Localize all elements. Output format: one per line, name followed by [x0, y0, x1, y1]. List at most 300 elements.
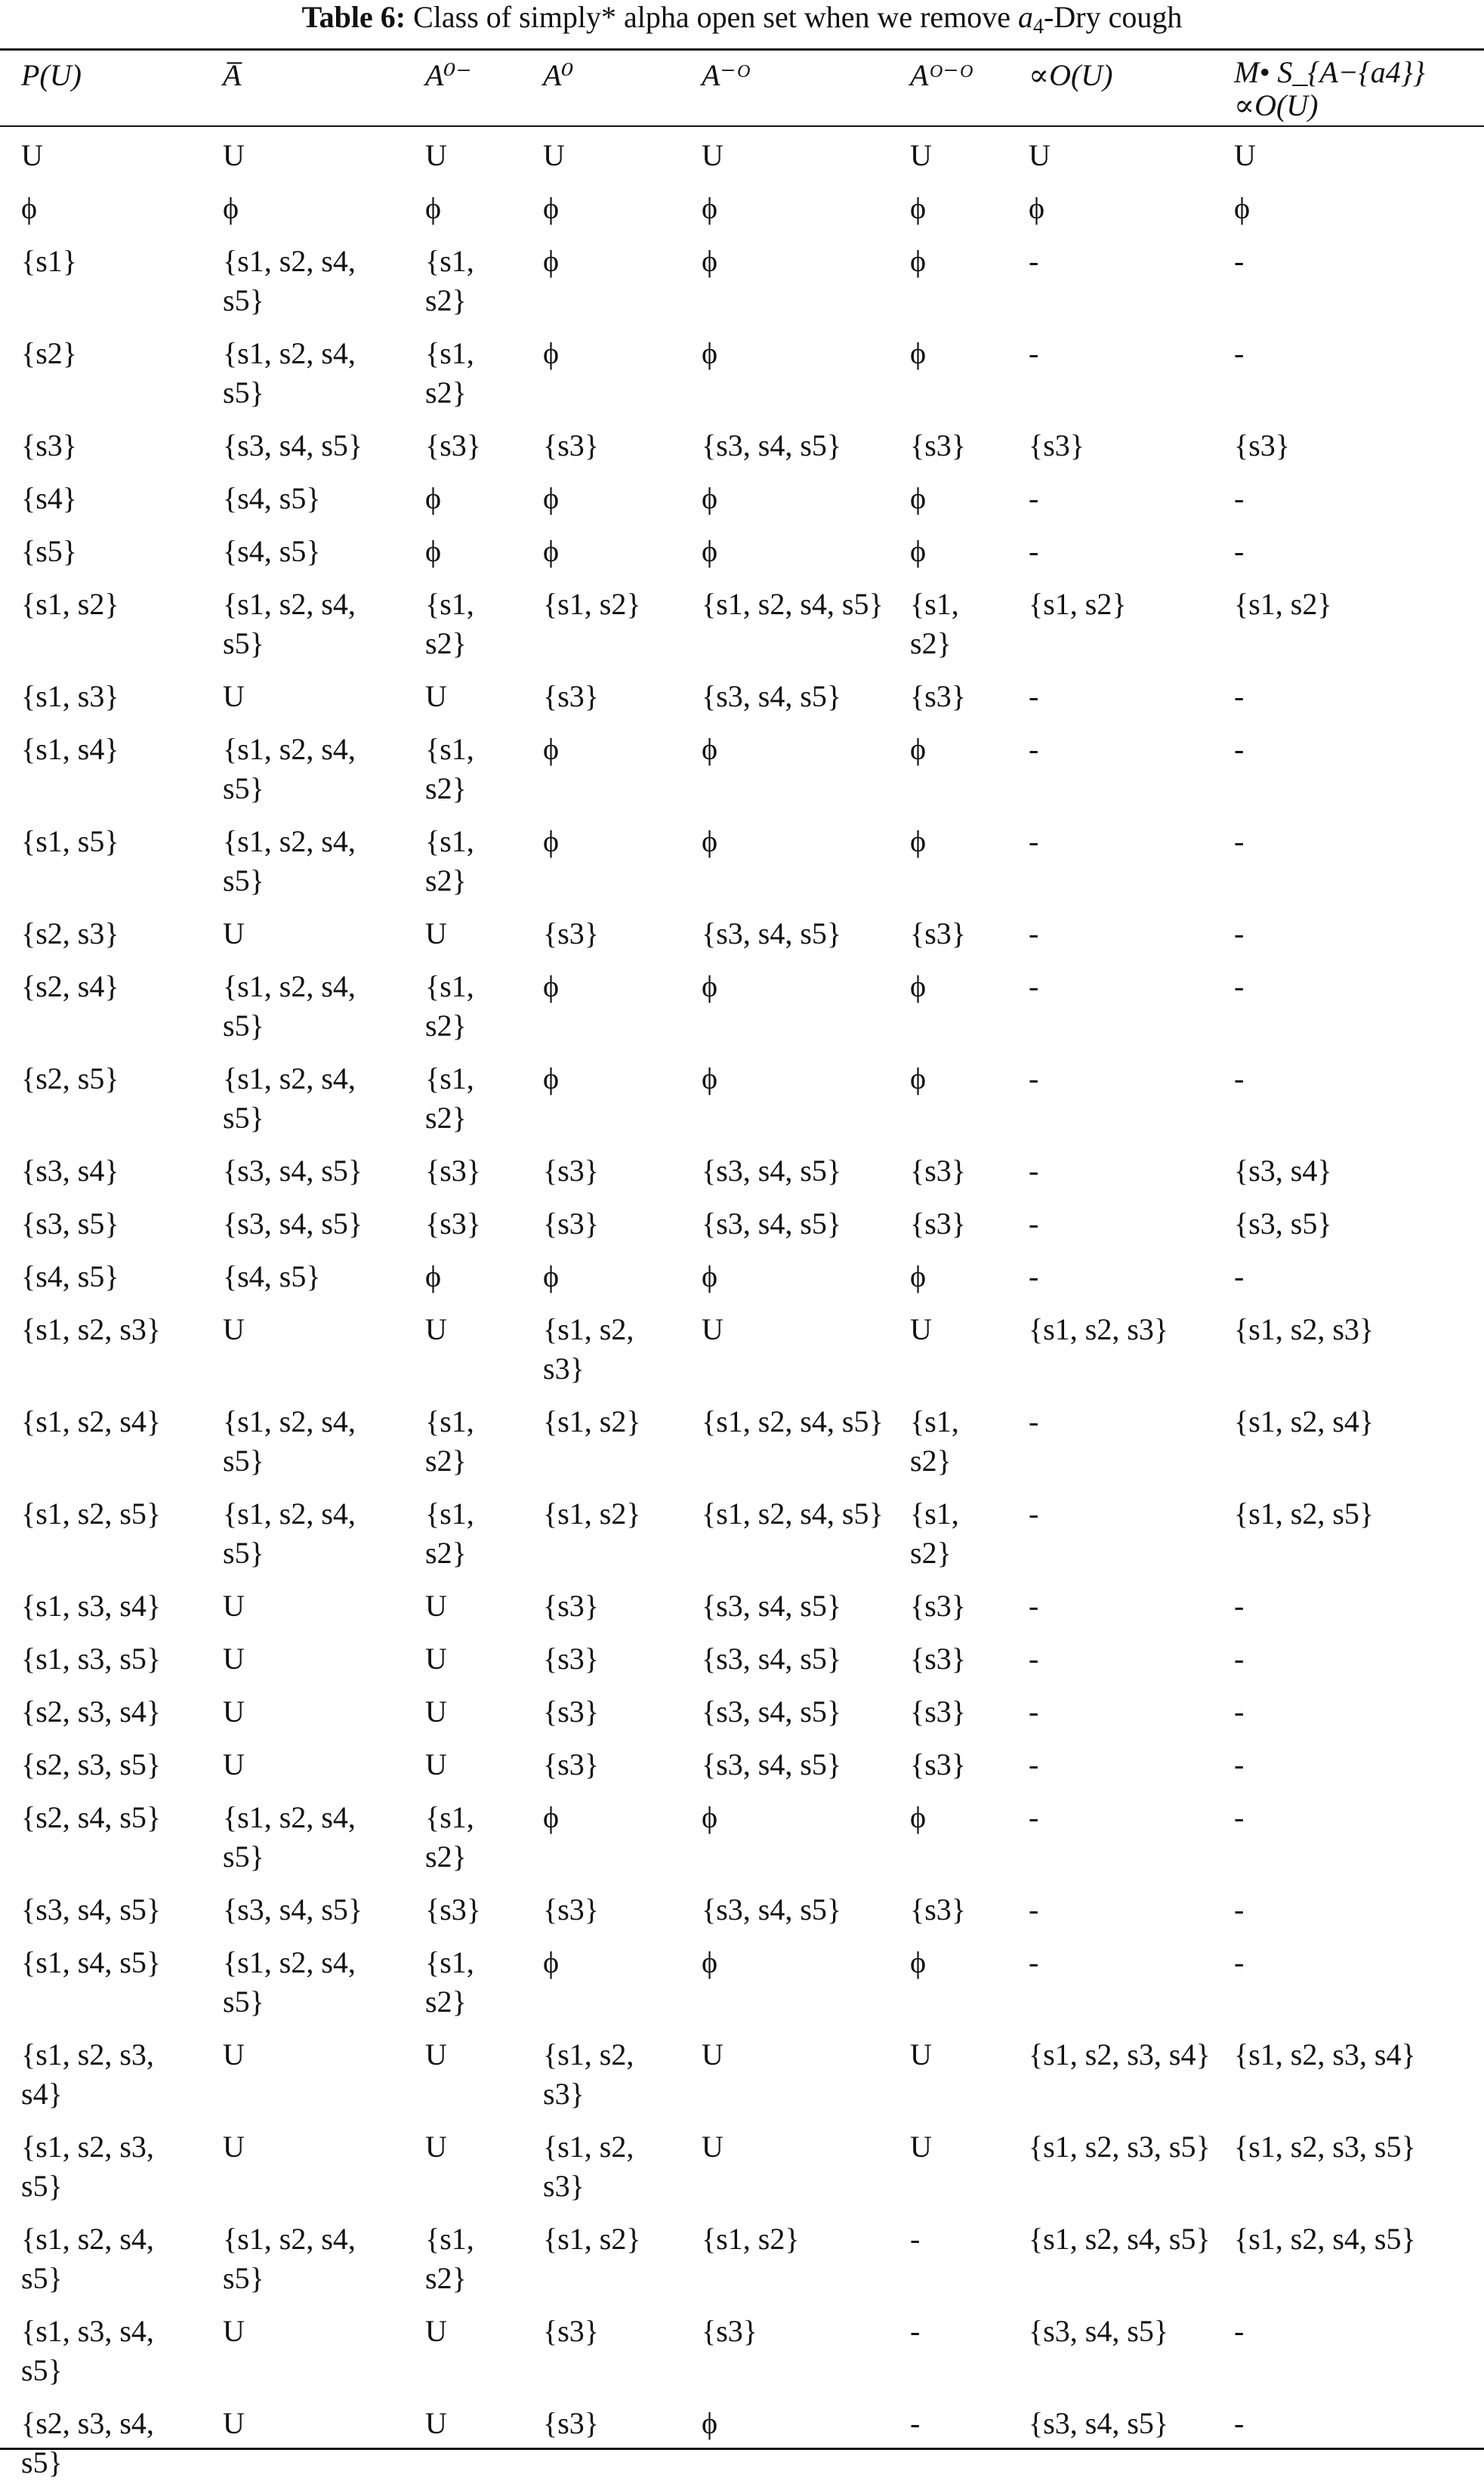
table-cell: -	[1234, 824, 1245, 858]
table-cell: {s1, s2}	[543, 1404, 641, 1438]
table-cell: U	[910, 1312, 932, 1346]
table-cell: U	[702, 2037, 723, 2071]
table-cell: {s4, s5}	[223, 534, 321, 568]
table-label: Table 6:	[301, 0, 406, 34]
table-cell: {s1, s2}	[425, 1800, 474, 1874]
table-cell: U	[223, 1694, 245, 1728]
table-cell: ϕ	[702, 1259, 718, 1293]
table-cell: {s1, s2, s3, s4}	[1234, 2037, 1416, 2071]
table-cell: {s1, s2, s4, s5}	[702, 587, 884, 621]
table-cell: -	[1234, 969, 1245, 1003]
header-cell: P(U)	[21, 58, 82, 92]
table-cell: {s3}	[543, 1206, 599, 1240]
table-cell: {s1, s2}	[425, 732, 474, 805]
table-cell: -	[1029, 1747, 1039, 1781]
table-cell: {s1, s2}	[425, 244, 474, 317]
table-cell: {s1, s2, s3, s4}	[21, 2037, 154, 2111]
table-cell: {s3}	[1029, 428, 1084, 462]
table-cell: {s1, s2}	[21, 587, 119, 621]
table-cell: {s1, s2, s4, s5}	[223, 969, 356, 1043]
header-cell: A⁰	[543, 58, 574, 92]
table-cell: {s1, s2, s4, s5}	[702, 1497, 884, 1531]
table-row	[0, 1580, 1484, 1633]
table-cell: {s3, s4}	[1234, 1154, 1332, 1188]
table-cell: ϕ	[702, 2406, 718, 2440]
table-cell: {s1, s4}	[21, 732, 119, 766]
table-cell: {s3}	[702, 2314, 757, 2348]
table-cell: ϕ	[702, 969, 718, 1003]
table-cell: -	[1234, 2406, 1245, 2440]
table-cell: U	[223, 2037, 245, 2071]
header-cell: A̅	[223, 58, 242, 92]
table-cell: {s1, s2, s3}	[1029, 1312, 1169, 1346]
table-cell: -	[1029, 1259, 1039, 1293]
table-cell: {s2}	[21, 336, 77, 370]
table-cell: -	[1029, 1642, 1039, 1676]
table-cell: ϕ	[910, 481, 927, 515]
table-cell: {s2, s3, s4, s5}	[21, 2406, 154, 2479]
table-cell: -	[1234, 2314, 1245, 2348]
table-cell: {s3, s4, s5}	[702, 679, 842, 713]
header-cell: Aᴼ⁻ᴼ	[910, 58, 973, 92]
table-cell: ϕ	[910, 244, 927, 278]
table-cell: {s1, s2}	[543, 2222, 641, 2256]
table-cell: {s3}	[910, 1642, 966, 1676]
table-cell: ϕ	[910, 1800, 927, 1834]
table-cell: -	[1029, 1404, 1039, 1438]
table-cell: ϕ	[702, 336, 718, 370]
table-cell: {s1, s2, s3}	[1234, 1312, 1374, 1346]
table-cell: U	[223, 2406, 245, 2440]
table-cell: {s1, s2}	[702, 2222, 800, 2256]
table-cell: {s3}	[910, 1747, 966, 1781]
table-row	[0, 1145, 1484, 1198]
table-cell: U	[223, 1589, 245, 1623]
table-cell: {s1, s2, s3, s5}	[1029, 2130, 1211, 2164]
table-cell: U	[425, 2037, 447, 2071]
table-cell: {s1, s2}	[425, 2222, 474, 2295]
table-cell: {s3}	[543, 916, 599, 950]
table-row	[0, 816, 1484, 908]
table-cell: ϕ	[543, 481, 560, 515]
table-cell: -	[1234, 1945, 1245, 1979]
table-cell: {s3, s5}	[1234, 1206, 1332, 1240]
table-cell: U	[543, 138, 565, 172]
table-row	[0, 473, 1484, 526]
table-cell: {s2, s5}	[21, 1061, 119, 1095]
table-cell: -	[1029, 969, 1039, 1003]
table-cell: {s3, s4, s5}	[702, 1747, 842, 1781]
table-row	[0, 1937, 1484, 2029]
table-cell: {s1, s2, s4, s5}	[223, 244, 356, 317]
table-cell: -	[1029, 732, 1039, 766]
table-row	[0, 2029, 1484, 2121]
table-cell: -	[1029, 1061, 1039, 1095]
table-cell: {s2, s3, s5}	[21, 1747, 162, 1781]
table-cell: -	[1234, 534, 1245, 568]
table-row	[0, 183, 1484, 236]
table-cell: {s1, s2, s4, s5}	[223, 1945, 356, 2019]
table-cell: -	[1234, 1694, 1245, 1728]
table-cell: ϕ	[910, 732, 927, 766]
table-cell: ϕ	[223, 191, 239, 225]
table-cell: ϕ	[21, 191, 38, 225]
table-cell: -	[1029, 244, 1039, 278]
table-cell: {s1, s2, s4, s5}	[223, 1061, 356, 1135]
table-cell: {s1, s2, s4, s5}	[223, 587, 356, 660]
table-cell: {s3}	[425, 1206, 481, 1240]
table-cell: U	[425, 1312, 447, 1346]
table-cell: -	[1029, 1694, 1039, 1728]
table-cell: {s1, s2, s3}	[543, 1312, 634, 1386]
table-cell: {s1, s2}	[425, 1497, 474, 1570]
header-cell: A⁰⁻	[425, 58, 472, 92]
table-row	[0, 328, 1484, 420]
table-cell: ϕ	[910, 1061, 927, 1095]
table-cell: {s3}	[910, 428, 966, 462]
table-cell: {s1, s5}	[21, 824, 119, 858]
table-cell: U	[425, 1694, 447, 1728]
table-cell: -	[1029, 1497, 1039, 1531]
table-cell: {s1, s3, s4}	[21, 1589, 162, 1623]
table-cell: {s3, s4}	[21, 1154, 119, 1188]
table-cell: {s1, s2}	[1029, 587, 1127, 621]
table-cell: U	[223, 1747, 245, 1781]
table-cell: {s3, s4, s5}	[702, 1589, 842, 1623]
table-row	[0, 236, 1484, 328]
table-cell: {s5}	[21, 534, 77, 568]
table-cell: {s3}	[543, 1642, 599, 1676]
table-cell: ϕ	[910, 336, 927, 370]
table-cell: -	[1029, 1892, 1039, 1926]
table-cell: U	[425, 916, 447, 950]
table-cell: -	[1029, 1206, 1039, 1240]
table-cell: {s4, s5}	[223, 481, 321, 515]
table-cell: ϕ	[702, 732, 718, 766]
table-cell: -	[1234, 679, 1245, 713]
table-cell: ϕ	[702, 824, 718, 858]
caption-text-after: -Dry cough	[1044, 0, 1183, 34]
table-cell: {s1, s3}	[21, 679, 119, 713]
table-cell: -	[1234, 244, 1245, 278]
table-cell: {s3, s4, s5}	[702, 1154, 842, 1188]
table-cell: {s3}	[543, 428, 599, 462]
table-cell: {s3, s4, s5}	[223, 1154, 363, 1188]
table-cell: {s3, s4, s5}	[223, 1892, 363, 1926]
table-cell: U	[21, 138, 43, 172]
table-cell: ϕ	[702, 1800, 718, 1834]
table-cell: {s3}	[910, 1694, 966, 1728]
table-cell: {s1, s2}	[425, 1404, 474, 1478]
table-row	[0, 2306, 1484, 2398]
table-cell: -	[1029, 679, 1039, 713]
table-row	[0, 1792, 1484, 1884]
table-cell: -	[1029, 336, 1039, 370]
table-cell: U	[425, 138, 447, 172]
table-cell: U	[910, 138, 932, 172]
table-cell: ϕ	[702, 244, 718, 278]
table-cell: {s3, s5}	[21, 1206, 119, 1240]
table-cell: ϕ	[702, 191, 718, 225]
table-cell: {s3}	[543, 679, 599, 713]
table-cell: {s2, s3, s4}	[21, 1694, 162, 1728]
table-cell: {s1, s2, s5}	[21, 1497, 162, 1531]
table-cell: {s3}	[1234, 428, 1290, 462]
table-cell: ϕ	[702, 481, 718, 515]
table-cell: {s1, s3, s5}	[21, 1642, 162, 1676]
table-cell: ϕ	[543, 191, 560, 225]
table-cell: ϕ	[910, 824, 927, 858]
table-cell: {s1, s2}	[425, 336, 474, 409]
table-row	[0, 2398, 1484, 2490]
table-cell: {s1, s2}	[425, 1945, 474, 2019]
table-cell: {s3}	[543, 1694, 599, 1728]
table-cell: U	[910, 2037, 932, 2071]
table-cell: {s1, s2}	[543, 587, 641, 621]
table-cell: -	[1234, 1747, 1245, 1781]
table-cell: {s1, s3, s4, s5}	[21, 2314, 154, 2387]
table-cell: U	[702, 1312, 723, 1346]
table-cell: {s3}	[425, 428, 481, 462]
table-cell: -	[910, 2222, 921, 2256]
table-cell: U	[223, 679, 245, 713]
table-cell: ϕ	[702, 1945, 718, 1979]
table-cell: {s4, s5}	[223, 1259, 321, 1293]
table-cell: U	[223, 138, 245, 172]
table-cell: -	[1234, 1589, 1245, 1623]
table-cell: -	[1029, 1589, 1039, 1623]
table-cell: {s1, s2, s4, s5}	[702, 1404, 884, 1438]
table-row	[0, 2121, 1484, 2214]
table-cell: {s1, s2, s3}	[543, 2037, 634, 2111]
table-cell: {s4, s5}	[21, 1259, 119, 1293]
table-row	[0, 1739, 1484, 1792]
table-cell: ϕ	[543, 732, 560, 766]
table-cell: {s2, s3}	[21, 916, 119, 950]
table-cell: ϕ	[543, 534, 560, 568]
table-cell: {s1, s2}	[425, 587, 474, 660]
table-row	[0, 724, 1484, 816]
table-cell: -	[1029, 916, 1039, 950]
table-cell: ϕ	[543, 969, 560, 1003]
table-cell: {s1, s2, s4, s5}	[223, 336, 356, 409]
table-cell: {s1, s2}	[425, 824, 474, 897]
table-cell: {s3}	[910, 916, 966, 950]
table-cell: -	[1234, 732, 1245, 766]
table-cell: -	[1234, 1892, 1245, 1926]
table-row	[0, 908, 1484, 961]
table-cell: ϕ	[702, 1061, 718, 1095]
table-cell: {s1, s4, s5}	[21, 1945, 162, 1979]
table-cell: U	[223, 2314, 245, 2348]
table-cell: ϕ	[1234, 191, 1251, 225]
table-cell: U	[910, 2130, 932, 2164]
table-cell: {s2, s4}	[21, 969, 119, 1003]
table-cell: -	[1234, 1259, 1245, 1293]
table-cell: U	[425, 2314, 447, 2348]
table-row	[0, 1396, 1484, 1488]
table-cell: {s1, s2}	[425, 969, 474, 1043]
table-cell: ϕ	[425, 534, 442, 568]
table-cell: -	[1029, 1154, 1039, 1188]
table-cell: {s1, s2, s4, s5}	[223, 1800, 356, 1874]
table-cell: ϕ	[543, 336, 560, 370]
table-cell: {s3, s4, s5}	[702, 1694, 842, 1728]
table-cell: {s2, s4, s5}	[21, 1800, 162, 1834]
table-cell: ϕ	[910, 191, 927, 225]
table-cell: -	[1029, 1800, 1039, 1834]
table-cell: -	[1029, 481, 1039, 515]
table-cell: U	[702, 138, 723, 172]
table-row	[0, 420, 1484, 473]
table-cell: {s1, s2, s3, s5}	[1234, 2130, 1416, 2164]
table-row	[0, 671, 1484, 724]
table-cell: {s1, s2}	[1234, 587, 1332, 621]
table-cell: ϕ	[910, 969, 927, 1003]
table-cell: {s3}	[910, 679, 966, 713]
table-body	[0, 130, 1484, 2490]
table-cell: -	[1234, 336, 1245, 370]
table-cell: {s1, s2, s3, s4}	[1029, 2037, 1211, 2071]
table-row	[0, 961, 1484, 1053]
table-row	[0, 1488, 1484, 1580]
table-cell: {s3, s4, s5}	[223, 1206, 363, 1240]
header-row	[0, 51, 1484, 130]
header-cell: ∝O(U)	[1029, 58, 1113, 92]
table-cell: {s3, s4, s5}	[1029, 2314, 1169, 2348]
table-cell: U	[425, 1589, 447, 1623]
table-cell: {s1, s2}	[425, 1061, 474, 1135]
table-cell: U	[223, 1312, 245, 1346]
table-cell: ϕ	[702, 534, 718, 568]
table-cell: U	[702, 2130, 723, 2164]
table-cell: {s3, s4, s5}	[21, 1892, 162, 1926]
caption-text-before: Class of simply* alpha open set when we remove	[413, 0, 1019, 34]
table-cell: ϕ	[543, 1061, 560, 1095]
table-row	[0, 526, 1484, 579]
table-cell: {s1, s2, s4, s5}	[1029, 2222, 1211, 2256]
table-cell: U	[425, 2406, 447, 2440]
table-cell: ϕ	[425, 481, 442, 515]
table-cell: U	[223, 1642, 245, 1676]
table-cell: ϕ	[543, 1259, 560, 1293]
table-cell: -	[1234, 481, 1245, 515]
table-cell: U	[425, 679, 447, 713]
table-cell: -	[1234, 1642, 1245, 1676]
table-cell: {s3, s4, s5}	[702, 1892, 842, 1926]
table-cell: {s3}	[910, 1154, 966, 1188]
table-cell: -	[910, 2314, 921, 2348]
table-row	[0, 1633, 1484, 1686]
table-cell: ϕ	[1029, 191, 1045, 225]
table-cell: -	[1234, 1061, 1245, 1095]
table-cell: {s1, s2}	[910, 1497, 959, 1570]
table-cell: {s1, s2, s5}	[1234, 1497, 1374, 1531]
table-cell: -	[1029, 534, 1039, 568]
table-cell: {s3}	[543, 2406, 599, 2440]
table-cell: {s3, s4, s5}	[702, 428, 842, 462]
table-row	[0, 130, 1484, 183]
table-cell: {s1, s2, s4}	[21, 1404, 162, 1438]
top-rule	[0, 48, 1484, 51]
table-cell: {s1, s2, s3}	[543, 2130, 634, 2203]
caption-var-sub: 4	[1033, 15, 1044, 39]
table-cell: {s1, s2}	[910, 1404, 959, 1478]
table-cell: {s1, s2, s3}	[21, 1312, 162, 1346]
table-cell: ϕ	[910, 1259, 927, 1293]
table-row	[0, 1304, 1484, 1396]
table-cell: -	[1234, 1800, 1245, 1834]
table-cell: {s3}	[543, 2314, 599, 2348]
table-cell: {s3}	[910, 1892, 966, 1926]
table-cell: {s3, s4, s5}	[223, 428, 363, 462]
table-cell: {s3}	[543, 1747, 599, 1781]
table-cell: U	[425, 2130, 447, 2164]
table-cell: {s3, s4, s5}	[1029, 2406, 1169, 2440]
table-row	[0, 1053, 1484, 1145]
table-cell: {s1}	[21, 244, 77, 278]
table-cell: U	[223, 916, 245, 950]
table-cell: {s1, s2}	[543, 1497, 641, 1531]
table-cell: ϕ	[543, 1800, 560, 1834]
table-cell: U	[425, 1747, 447, 1781]
table-cell: ϕ	[910, 534, 927, 568]
table-cell: {s1, s2, s4, s5}	[223, 1404, 356, 1478]
table-cell: ϕ	[543, 1945, 560, 1979]
table-row	[0, 2214, 1484, 2306]
table-cell: U	[1234, 138, 1256, 172]
table-row	[0, 1686, 1484, 1739]
table-cell: {s3}	[543, 1589, 599, 1623]
table-row	[0, 1884, 1484, 1937]
table-cell: {s1, s2, s4, s5}	[21, 2222, 154, 2295]
table-cell: ϕ	[425, 1259, 442, 1293]
table-cell: {s1, s2}	[910, 587, 959, 660]
table-cell: ϕ	[910, 1945, 927, 1979]
table-cell: {s3}	[543, 1892, 599, 1926]
table-cell: -	[910, 2406, 921, 2440]
table-cell: {s1, s2, s4, s5}	[223, 1497, 356, 1570]
table-cell: {s3, s4, s5}	[702, 1206, 842, 1240]
table-row	[0, 1198, 1484, 1251]
header-cell: M• S_{A−{a4}} ∝O(U)	[1234, 55, 1425, 122]
table-cell: {s3}	[21, 428, 77, 462]
table-cell: {s3}	[425, 1892, 481, 1926]
table-cell: {s1, s2, s4}	[1234, 1404, 1374, 1438]
table-cell: ϕ	[543, 244, 560, 278]
caption-var: a	[1018, 0, 1034, 34]
table-row	[0, 579, 1484, 671]
table-cell: U	[425, 1642, 447, 1676]
table-row	[0, 1251, 1484, 1304]
table-cell: ϕ	[425, 191, 442, 225]
table-cell: {s4}	[21, 481, 77, 515]
table-cell: ϕ	[543, 824, 560, 858]
table-cell: U	[223, 2130, 245, 2164]
table-caption	[0, 0, 1484, 45]
table-cell: {s1, s2, s4, s5}	[223, 824, 356, 897]
table-cell: {s3}	[543, 1154, 599, 1188]
table-cell: {s3, s4, s5}	[702, 1642, 842, 1676]
table-cell: {s3}	[910, 1206, 966, 1240]
table-cell: -	[1029, 824, 1039, 858]
table-cell: {s1, s2, s3, s5}	[21, 2130, 154, 2203]
table-cell: {s3}	[910, 1589, 966, 1623]
table-cell: {s1, s2, s4, s5}	[223, 2222, 356, 2295]
table-cell: {s3}	[425, 1154, 481, 1188]
header-cell: A⁻ᴼ	[702, 58, 751, 92]
table-cell: -	[1029, 1945, 1039, 1979]
